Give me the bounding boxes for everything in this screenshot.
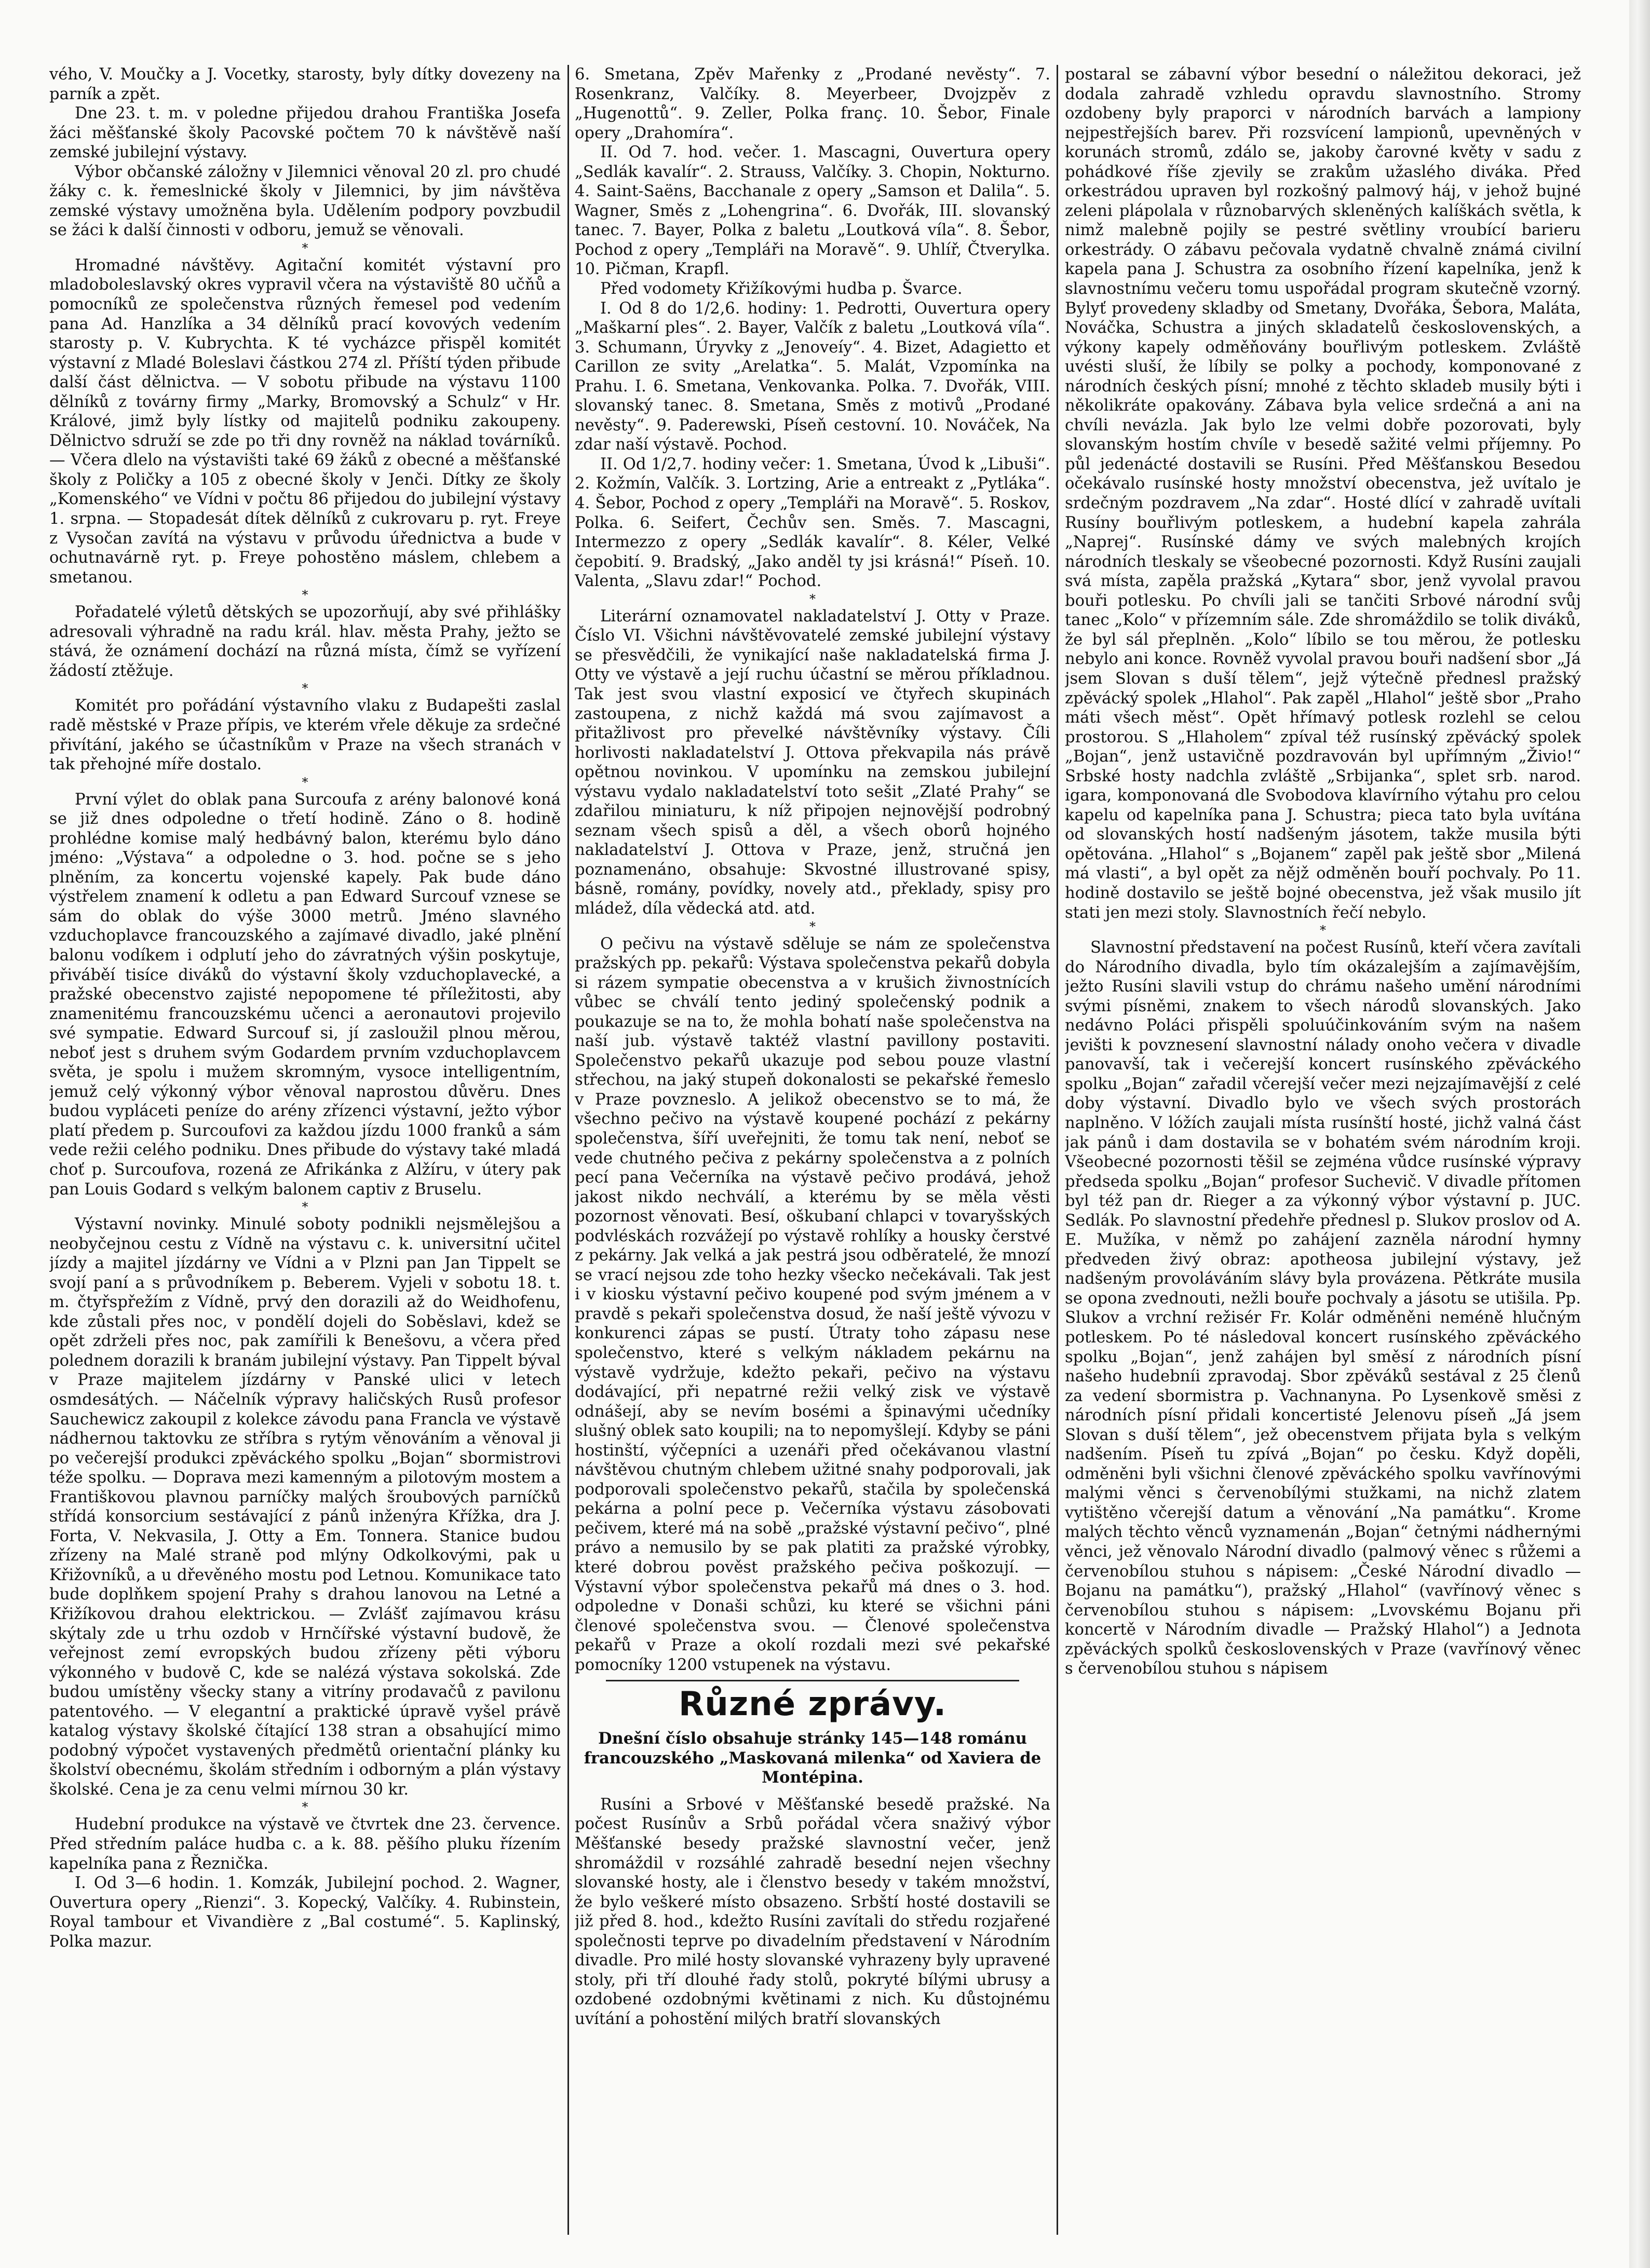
article-poradatele-vyletu: Pořadatelé výletů dětských se upozorňují, aby své přihlášky adresovali výhradně na radu král. hlav. města Prahy, ježto se stává, že oznámení dochází na různá místa, čímž se vyřízení žádostí ztěžuje. (49, 603, 561, 680)
section-lead: Dnešní číslo obsahuje stránky 145—148 románu francouzského „Maskovaná milenka“ od Xaviera de Montépina. (584, 1729, 1042, 1787)
concert-program: II. Od 7. hod. večer. 1. Mascagni, Ouvertura opery „Sedlák kavalír“. 2. Strauss, Valčíky. 3. Chopin, Nokturno. 4. Saint-Saëns, Bacchanale z opery „Samson et Dalila“. 5. Wagner, Směs z „Lohengrina“. 6. Dvořák, III. slovanský tanec. 7. Bayer, Polka z baletu „Loutková víla“. 8. Šebor, Pochod z opery „Templáři na Moravě“. 9. Uhlíř, Čtverylka. 10. Pičman, Krapfl. (575, 143, 1050, 279)
article-rusini-a-srbove: Rusíni a Srbové v Měšťanské besedě pražské. Na počest Rusínův a Srbů pořádal včera snaživý výbor Měšťanské besedy pražské slavnostní večer, jenž shromáždil v rozsáhlé zahradě besední nejen všechny slovanské hosty, ale i členstvo besedy v takém množství, že bylo veškeré místo obsazeno. Srbští hosté dostavili se již před 8. hod., kdežto Rusíni zavítali do středu rozjařené společnosti teprve po divadelním představení v Národním divadle. Pro milé hosty slovanské vyhrazeny byly upravené stoly, při tří dlouhé řady stolů, pokryté bílými ubrusy a ozdobené ozdobnými květinami z nich. Ku důstojnému uvítání a pohostění milých bratří slovanských (575, 1795, 1050, 2028)
article-text: Dne 23. t. m. v poledne přijedou drahou Františka Josefa žáci měšťanské školy Pacovské počtem 70 k návštěvě naší zemské jubilejní výstavy. (49, 104, 561, 162)
concert-program: II. Od 1/2,7. hodiny večer: 1. Smetana, Úvod k „Libuši“. 2. Kožmín, Valčík. 3. Lortzing, Arie a entreakt z „Pytláka“. 4. Šebor, Pochod z opery „Templáři na Moravě“. 5. Roskov, Polka. 6. Seifert, Čechův sen. Směs. 7. Mascagni, Intermezzo z opery „Sedlák kavalír“. 8. Kéler, Velké čepobití. 9. Bradský, „Jako anděl ty jsi krásná!“ Píseň. 10. Valenta, „Slavu zdar!“ Pochod. (575, 455, 1050, 591)
concert-program: I. Od 3—6 hodin. 1. Komzák, Jubilejní pochod. 2. Wagner, Ouvertura opery „Rienzi“. 3. Kopecký, Valčíky. 4. Rubinstein, Royal tambour et Vivandière z „Bal costumé“. 5. Kaplinský, Polka mazur. (49, 1874, 561, 1951)
separator-star-icon: * (302, 775, 308, 790)
newspaper-page (49, 65, 1581, 2235)
separator-star-icon: * (302, 588, 308, 603)
article-text: postaral se zábavní výbor besední o náležitou dekoraci, jež dodala zahradě vzhledu opravdu slavnostního. Stromy ozdobeny byly praporci v národních barvách a lampiony nejpestřejších barev. Při rozsvícení lampionů, upevněných v korunách stromů, zdálo se, jakoby čarovné květy v sadu z pohádkové říše zjevily se zrakům užaslého diváka. Před orkestrádou upraven byl rozkošný palmový háj, v jehož bujné zeleni plápolala v různobarvých skleněných kalíškách světla, k nimž malebně pojily se pestré světliny vroubící barieru orkestrády. O zábavu pečovala vydatně chvalně známá civilní kapela pana J. Schustra za osobního řízení kapelníka, jenž k slavnostnímu večeru tomu uspořádal program skutečně vzorný. Bylyť provedeny skladby od Smetany, Dvořáka, Šebora, Maláta, Nováčka, Schustra a jiných skladatelů československých, a výkony kapely odměňovány bouřlivým potleskem. Zvláště uvésti sluší, že líbily se polky a pochody, komponované z národních českých písní; mnohé z těchto skladeb musily býti i několikráte opakovány. Zábava byla velice srdečná a ani na chvíli nevázla. Jak bylo lze velmi dobře pozorovati, byly slovanským hostím chvíle v besedě sažité velmi příjemny. Po půl jedenácté dostavili se Rusíni. Před Měšťanskou Besedou očekávalo rusínské hosty množství obecenstva, jež uvítalo je srdečným pozdravem „Na zdar“. Hosté dlící v zahradě uvítali Rusíny bouřlivým potleskem, a hudební kapela zahrála „Naprej“. Rusínské dámy ve svých malebných krojích národních tleskaly se všeobecné pozornosti. Když Rusíni zaujali svá místa, zapěla pražská „Kytara“ sbor, jenž vyvolal pravou bouři potlesku. Po chvíli jali se tančiti Srbové národní svůj tanec „Kolo“ v přízemním sále. Zde shromáždilo se tolik diváků, že byl sál přeplněn. „Kolo“ líbilo se tou měrou, že potlesku nebylo ani konce. Rovněž vyvolal pravou bouři nadšení sbor „Já jsem Slovan s duší tělem“, jejž výtečně přednesl pražský zpěvácký spolek „Hlahol“. Pak zapěl „Hlahol“ ještě sbor „Praho máti všech měst“. Opět hřímavý potlesk rozlehl se celou prostorou. S „Hlaholem“ zpíval též rusínský zpěvácký spolek „Bojan“, jenž ustavičně pozdravován byl upřímným „Živio!“ Srbské hosty nadchla zvláště „Srbijanka“, splet srb. narod. igara, komponovaná dle Svobodova klavírního výtahu pro celou kapelu od kapelníka pana J. Schustra; pieca tato byla uvítána od slovanských hostí nadšeným jásotem, takže musila býti opětována. „Hlahol“ s „Bojanem“ zapěl pak ještě sbor „Milená má vlasti“, a byl opět za nějž odměněn bouří pochvaly. Po 11. hodině dostavilo se ještě bojné obecenstva, jež však musilo jít stati jen mezi stoly. Slavnostních řečí nebylo. (1065, 65, 1581, 922)
column-divider (1057, 65, 1058, 2235)
separator-star-icon: * (809, 591, 816, 606)
article-vystavni-novinky: Výstavní novinky. Minulé soboty podnikli nejsmělejšou a neobyčejnou cestu z Vídně na výstavu c. k. universitní učitel jízdy a majitel jízdárny ve Vídni a v Plzni pan Jan Tippelt se svojí paní a s průvodníkem p. Beberem. Vyjeli v sobotu 18. t. m. čtyřspřežím z Vídně, prvý den dorazili až do Weidhofenu, kde zůstali přes noc, v pondělí dojeli do Soběslavi, kdež se opět zdrželi přes noc, pak zamířili k Benešovu, a včera před polednem dorazili k branám jubilejní výstavy. Pan Tippelt býval v Praze majitelem jízdárny v Panské ulici v letech osmdesátých. — Náčelník výpravy haličských Rusů profesor Sauchewicz zakoupil z kolekce závodu pana Francla ve výstavě nádhernou taktovku ze stříbra s rytým věnováním a věnoval ji po večerejší produkci zpěváckého spolku „Bojan“ sbormistrovi téže spolku. — Doprava mezi kamenným a pilotovým mostem a Františkovou plavnou parníčky malých šroubových parníčků střídá konsorcium sestávající z pánů inženýra Křížka, dra J. Forta, V. Nekvasila, J. Otty a Em. Tonnera. Stanice budou zřízeny na Malé straně pod mlýny Odkolkovými, pak u Křižovníků, a u dřevěného mostu pod Letnou. Komunikace tato bude doplňkem spojení Prahy s drahou lanovou na Letné a Křižíkovou drahou elektrickou. — Zvlášť zajímavou krásu skýtaly zde u trhu ozdob v Hrnčířské výstavní budově, že veřejnost zemí evropských budou zřízeny pěti výboru výkonného v budově C, kde se nalézá výstava sokolská. Zde budou umístěny všecky stany a vitríny prodavačů z pavilonu patentového. — V elegantní a praktické úpravě vyšel právě katalog výstavy školské čítající 138 stran a obsahující mimo podobný výpočet vystavených předmětů orientační plánky ku školství obecnému, školám středním i odborným a plán výstavy školské. Cena je za cenu velmi mírnou 30 kr. (49, 1215, 561, 1799)
article-peciva-na-vystave: O pečivu na výstavě sděluje se nám ze společenstva pražských pp. pekařů: Výstava společenstva pekařů dobyla si rázem sympatie obecenstva a v krušich živnostnících vůbec se chválí tento jediný společenský podnik a poukazuje se na to, že mohla bohatí naše společenstva na naší jub. výstavě taktéž vlastní pavillony postaviti. Společenstvo pekařů ukazuje pod sebou pouze vlastní střechou, na jaký stupeň dokonalosti se pekařské řemeslo v Praze povzneslo. A jelikož obecenstvo se to má, že všechno pečivo na výstavě koupené pochází z pekárny společenstva, šíří uveřejniti, že tomu tak není, neboť se vede chutného pečiva z pekárny společenstva a z polních pecí pana Večerníka na výstavě pečivo prodává, jehož jakost nikdo nechválí, a kterému by se měla věsti pozornost věnovati. Besí, oškubaní chlapci v tovaryšských podvléskách rozvážejí po výstavě rohlíky a housky čerstvé z pekárny. Jak velká a jak pestrá jsou odběratelé, že mnozí se vrací nejsou zde toho hezky všecko nečekávali. Tak jest i v kiosku výstavní pečivo koupené pod svým jménem a v pravdě s pekaři společenstva dosud, že naší ještě vývozu v konkurenci zápas se pustí. Útraty toho zápasu nese společenstvo, které s velkým nákladem pekárnu na výstavě vydržuje, kdežto pekaři, pečivo na výstavu dodávající, při nepatrné režii velký zisk ve výstavě odnášejí, aby se nevím bosémi a špinavými učedníky slušný oblek sato koupili; na to nepomyšlejí. Kdyby se páni hostinští, výčepníci a uzenáři před očekávanou vlastní návštěvou chutným chlebem užitné snahy podporovali, jak podporovali společenstvo pekařů, stačila by společenská pekárna a polní pece p. Večerníka výstavu zásobovati pečivem, které má na sobě „pražské výstavní pečivo“, plné právo a nemusilo by se pak platiti za pražské výrobky, které dobrou pověst pražského pečiva poškozují. — Výstavní výbor společenstva pekařů má dnes o 3. hod. odpoledne v Donaši schůzi, ku které se všichni páni členové společenstva svou. — Členové společenstva pekařů v Praze a okolí rozdali mezi své pekařské pomocníky 1200 vstupenek na výstavu. (575, 934, 1050, 1674)
separator-star-icon: * (302, 240, 308, 255)
column-right (1065, 65, 1581, 2235)
separator-star-icon: * (302, 681, 308, 696)
article-hudebni-produkce: Hudební produkce na výstavě ve čtvrtek dne 23. července. Před středním paláce hudba c. a k. 88. pěšího pluku řízením kapelníka pana z Řeznička. (49, 1815, 561, 1873)
article-prvni-vylet-surcouf: První výlet do oblak pana Surcoufa z arény balonové koná se již dnes odpoledne o třetí hodině. Záno o 8. hodině prohlédne komise malý hedbávný balon, kterému bylo dáno jméno: „Výstava“ a odpoledne o 3. hod. počne se s jeho plněním, za koncertu vojenské kapely. Pak bude dáno výstřelem znamení k odletu a pan Edward Surcouf vznese se sám do oblak do výše 3000 metrů. Jméno slavného vzduchoplavce francouzského a zajímavé divadlo, jaké plnění balonu vodíkem i odplutí jeho do závratných výšin poskytuje, přiváběí tisíce diváků do výstavní školy vzduchoplavecké, a pražské obecenstvo zajisté nepopomene té příležitosti, aby znamenitému francouzskému učenci a aeronautovi projevilo své sympatie. Edward Surcouf si, jí zasloužil plnou měrou, neboť jest s druhem svým Godardem prvním vzduchoplavcem světa, je spolu i mužem skromným, vysoce intelligentním, jemuž celý výkonný výbor věnoval naprostou důvěru. Dnes budou vypláceti peníze do arény zřízenci výstavní, ježto výbor platí předem p. Surcoufovi za každou jízdu 1000 franků a sám vede režii celého podniku. Dnes přibude do výstavy také mladá choť p. Surcoufova, rozená ze Afrikánka z Alžíru, v útery pak pan Louis Godard s velkým balonem captiv z Bruselu. (49, 790, 561, 1199)
column-left (49, 65, 561, 2235)
column-divider (567, 65, 569, 2235)
article-slavnostni-predstaveni: Slavnostní představení na počest Rusínů, kteří včera zavítali do Národního divadla, bylo tím okázalejším a zajímavějším, ježto Rusíni slavili vstup do chrámu našeho umění národními svými písněmi, znakem to všech národů slovanských. Jako nedávno Poláci přispěli spoluúčinkováním svým na našem jevišti k povznesení slavnostní nálady onoho večera v divadle panovavší, tak i večerejší koncert rusínského zpěváckého spolku „Bojan“ zařadil včerejší večer mezi nejzajímavější z celé doby výstavní. Divadlo bylo ve všech svých prostorách naplněno. V lóžích zaujali místa rusínští hosté, jichž valná část jak pánů i dam dostavila se v bohatém svém národním kroji. Všeobecné pozornosti těšil se zejména vůdce rusínské výpravy předseda spolku „Bojan“ profesor Suchevič. V divadle přítomen byl též pan dr. Rieger a za výkonný výbor výstavní p. JUC. Sedlák. Po slavnostní předehře přednesl p. Slukov proslov od A. E. Mužíka, v němž po zahájení zazněla národní hymny předveden živý obraz: apotheosa jubilejní výstavy, jež nadšeným provoláváním slávy byla provázena. Pětkráte musila se opona zvednouti, nežli bouře pochvaly a jásotu se utišila. Pp. Slukov a vrchní režisér Fr. Kolár odměněni neméně hlučným potleskem. Po té následoval koncert rusínského zpěváckého spolku „Bojan“, jenž zahájen byl směsí z národních písní našeho hudebníi zpravodaj. Sbor zpěváků sestával z 25 členů za vedení sbormistra p. Vachnanyna. Po Lysenkově směsi z národních písní přidali koncertisté Jelenovu píseň „Já jsem Slovan s duší tělem“, jež obecenstvem přijata byla s velkým nadšením. Píseň tu zpívá „Bojan“ po česku. Když dopěli, odměněni byli všichni členové zpěváckého spolku vavřínovými malými věnci s červenobílými stužkami, na nichž zlatem vytištěno včerejší datum a věnování „Na památku“. Krome malých těchto věnců vyznamenán „Bojan“ četnými nádhernými věnci, jež věnovalo Národní divadlo (palmový věnec s růžemi a červenobílou stuhou s nápisem: „České Národní divadlo — Bojanu na památku“), pražský „Hlahol“ (vavřínový věnec s červenobílou stuhou s nápisem: „Lvovskému Bojanu při koncertě v Národním divadle — Pražský Hlahol“) a Jednota zpěváckých spolků československých v Praze (vavřínový věnec s červenobílou stuhou s nápisem (1065, 939, 1581, 1678)
section-rule (606, 1680, 1019, 1681)
separator-star-icon: * (302, 1200, 308, 1215)
article-literarni-oznamovatel: Literární oznamovatel nakladatelství J. Otty v Praze. Číslo VI. Všichni návštěvovatelé zemské jubilejní výstavy se přesvědčili, že vynikající naše nakladatelská firma J. Otty ve výstavě a její ruchu účastní se měrou příkladnou. Tak jest svou vlastní exposicí ve čtyřech skupinách zastoupena, z nichž každá má svou zajímavost a přitažlivost pro převelké návštěvníky výstavy. Číli horlivosti nakladatelství J. Ottova překvapila nás právě opětnou novinkou. V upomínku na zemskou jubilejní výstavu vydalo nakladatelství toto sešit „Zlaté Prahy“ se zdařilou miniaturu, k níž připojen nejnovější podrobný seznam všech spisů a děl, a všech oborů hojného nakladatelství J. Ottova v Praze, jenž, stručná jen poznamenáno, obsahuje: Skvostné illustrované spisy, básně, romány, povídky, novely atd., překlady, spisy pro mládež, díla vědecká atd. atd. (575, 607, 1050, 918)
article-text: Výbor občanské záložny v Jilemnici věnoval 20 zl. pro chudé žáky c. k. řemeslnické školy v Jilemnici, by jim návštěva zemské výstavy umožněna byla. Udělením podpory povzbudil se žáci k další činnosti v odboru, jemuž se věnovali. (49, 162, 561, 240)
concert-subheading: Před vodomety Křižíkovými hudba p. Švarce. (600, 280, 963, 298)
concert-program: 6. Smetana, Zpěv Mařenky z „Prodané nevěsty“. 7. Rosenkranz, Valčíky. 8. Meyerbeer, Dvojzpěv z „Hugenottů“. 9. Zeller, Polka franç. 10. Šebor, Finale opery „Drahomíra“. (575, 65, 1050, 142)
separator-star-icon: * (809, 919, 816, 934)
column-middle (575, 65, 1050, 2235)
article-hromadne-navstevy: Hromadné návštěvy. Agitační komitét výstavní pro mladoboleslavský okres vypravil včera na výstaviště 80 učňů a pomocníků ze společenstva různých řemesel pod vedením pana Ad. Hanzlíka a 34 dělníků prací kovových vedením starosty p. V. Kubrychta. K té vycházce přispěl komitét výstavní z Mladé Boleslavi částkou 274 zl. Příští týden přibude další část dělnictva. — V sobotu přibude na výstavu 1100 dělníků z továrny firmy „Marky, Bromovský a Schulz“ v Hr. Králové, jimž byly lístky od majitelů podniku zakoupeny. Dělnictvo sdruží se zde po tři dny rovněž na náklad továrníků. — Včera dlelo na výstavišti také 69 žáků z obecné a měšťanské školy z Poličky a 105 z obecné školy v Jenči. Dítky ze školy „Komenského“ ve Vídni v počtu 86 přijedou do jubilejní výstavy 1. srpna. — Stopadesát dítek dělníků z cukrovaru p. ryt. Freye z Vysočan zavítá na výstavu v průvodu úřednictva a bude v ochutnavárně ryt. p. Freye pohostěno máslem, chlebem a smetanou. (49, 256, 561, 587)
section-heading: Různé zprávy. (678, 1685, 947, 1724)
separator-star-icon: * (1320, 923, 1326, 938)
article-text: vého, V. Moučky a J. Vocetky, starosty, byly dítky dovezeny na parník a zpět. (49, 65, 561, 103)
scanner-edge (1629, 0, 1650, 2268)
concert-program: I. Od 8 do 1/2,6. hodiny: 1. Pedrotti, Ouvertura opery „Maškarní ples“. 2. Bayer, Valčík z baletu „Loutková víla“. 3. Schumann, Úryvky z „Jenoveíy“. 4. Bizet, Adagietto et Carillon ze svity „Arelatka“. 5. Malát, Vzpomínka na Prahu. I. 6. Smetana, Venkovanka. Polka. 7. Dvořák, VIII. slovanský tanec. 8. Smetana, Směs z motivů „Prodané nevěsty“. 9. Paderewski, Píseň cestovní. 10. Nováček, Na zdar naší výstavě. Pochod. (575, 299, 1050, 454)
article-komitet-budapest: Komitét pro pořádání výstavního vlaku z Budapešti zaslal radě městské v Praze přípis, ve kterém vřele děkuje za srdečné přivítání, jakého se účastníkům v Praze na všech stranách v tak přehojné míře dostalo. (49, 697, 561, 774)
separator-star-icon: * (302, 1800, 308, 1815)
